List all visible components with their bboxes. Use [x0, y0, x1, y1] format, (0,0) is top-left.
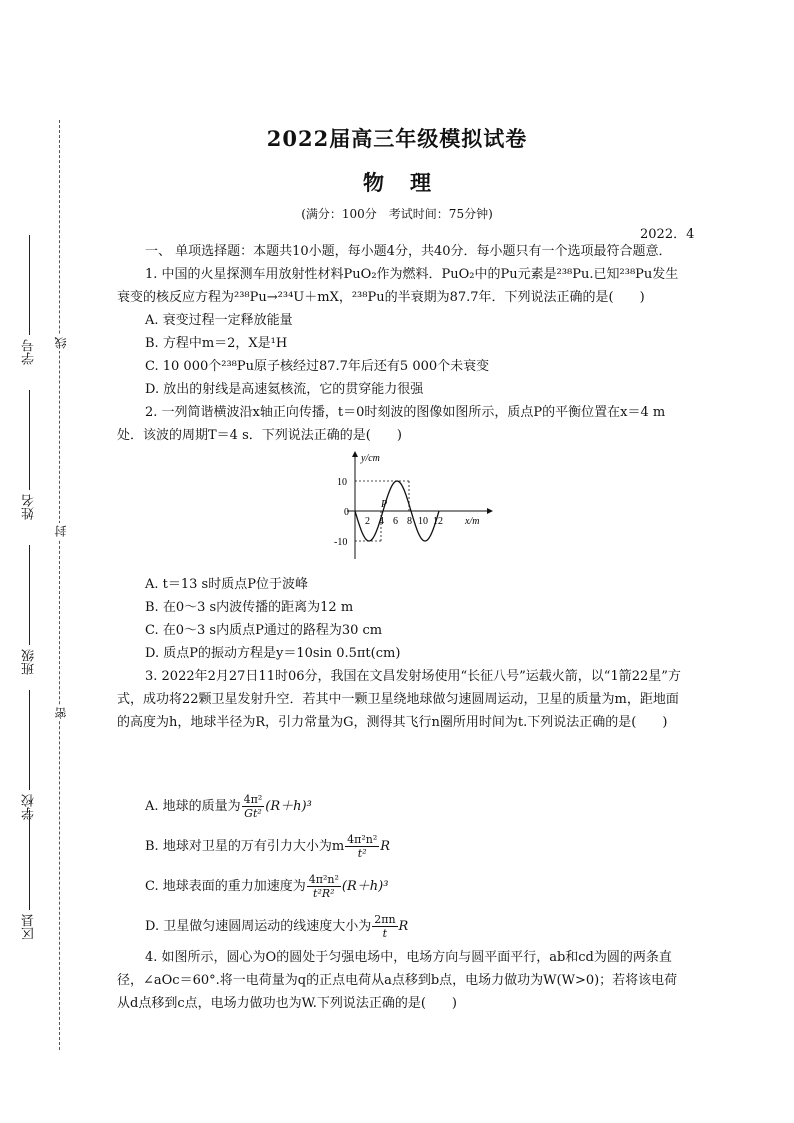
point-p-label: P — [381, 499, 388, 510]
q3-option-c[interactable] — [145, 866, 683, 906]
question-content — [117, 240, 683, 1015]
option-text: C. 地球表面的重力加速度为 — [145, 878, 306, 894]
option-text: D. 卫星做匀速圆周运动的线速度大小为 — [145, 918, 372, 934]
q1-stem: 1. 中国的火星探测车用放射性材料PuO₂作为燃料．PuO₂中的Pu元素是²³⁸Pu.已知²³⁸Pu发生衰变的核反应方程为²³⁸Pu→²³⁴U＋mX，²³⁸Pu的半衰期为87.7年．下列说法正确的是( ) — [117, 267, 679, 305]
option-suffix: R — [398, 918, 409, 934]
x-tick-2: 2 — [365, 516, 370, 527]
wave-graph — [117, 449, 683, 567]
exam-date: 2022．4 — [640, 227, 695, 242]
x-tick-6: 6 — [393, 516, 398, 527]
option-text: B. 地球对卫星的万有引力大小为m — [145, 838, 345, 854]
field-label: 区县 — [22, 914, 37, 940]
field-blank — [29, 545, 31, 645]
option-suffix: R — [380, 838, 391, 854]
field-name[interactable] — [20, 390, 39, 520]
x-axis-label: x/m — [465, 516, 480, 527]
option-text: A. 地球的质量为 — [145, 798, 241, 814]
fraction — [307, 873, 341, 900]
seal-mark-secret: 密 — [54, 707, 68, 719]
option-suffix: (R＋h)³ — [265, 798, 312, 814]
denominator: t — [382, 926, 388, 940]
numerator: 2πn — [374, 912, 396, 926]
numerator: 4π²n² — [308, 872, 339, 886]
spacer — [117, 734, 683, 786]
q2-option-c[interactable]: C. 在0～3 s内质点P通过的路程为30 cm — [145, 623, 383, 638]
seal-mark-seal: 封 — [54, 525, 68, 537]
field-label: 学号 — [22, 339, 37, 365]
field-class[interactable] — [20, 545, 39, 675]
y-tick-0: 0 — [344, 507, 349, 518]
denominator: Gt² — [244, 806, 262, 820]
q2-option-b[interactable]: B. 在0～3 s内波传播的距离为12 m — [145, 600, 354, 615]
q2-option-a[interactable]: A. t＝13 s时质点P位于波峰 — [145, 577, 308, 592]
numerator: 4π²n² — [347, 832, 378, 846]
option-suffix: (R＋h)³ — [341, 878, 389, 894]
q3-option-d[interactable] — [145, 906, 683, 946]
fraction — [345, 833, 379, 860]
exam-title: 2022届高三年级模拟试卷 — [266, 126, 528, 151]
wave-graph-svg — [327, 449, 497, 565]
q1-option-c[interactable]: C. 10 000个²³⁸Pu原子核经过87.7年后还有5 000个未衰变 — [145, 359, 490, 374]
section-heading: 一、 单项选择题：本题共10小题，每小题4分，共40分．每小题只有一个选项最符合题意． — [145, 244, 672, 259]
denominator: t² — [357, 846, 367, 860]
field-blank — [29, 690, 31, 790]
q3-option-a[interactable] — [145, 786, 683, 826]
numerator: 4π² — [243, 792, 263, 806]
field-label: 姓名 — [22, 494, 37, 520]
field-district[interactable] — [20, 810, 39, 940]
x-axis-arrow — [487, 508, 493, 514]
q4-stem: 4. 如图所示，圆心为O的圆处于匀强电场中，电场方向与圆平面平行，ab和cd为圆的两条直径，∠aOc＝60°.将一电荷量为q的正点电荷从a点移到b点，电场力做功为W(W>0)；若将该电荷从d点移到c点，电场力做功也为W.下列说法正确的是( ) — [117, 950, 678, 1011]
x-tick-4: 4 — [379, 516, 384, 527]
field-student-id[interactable] — [20, 235, 39, 365]
field-blank — [29, 235, 31, 335]
x-tick-10: 10 — [418, 516, 428, 527]
q1-option-b[interactable]: B. 方程中m＝2，X是¹H — [145, 336, 288, 351]
q1-option-a[interactable]: A. 衰变过程一定释放能量 — [145, 313, 293, 328]
binding-dashed-line — [59, 120, 61, 1050]
q1-option-d[interactable]: D. 放出的射线是高速氦核流，它的贯穿能力很强 — [145, 382, 424, 397]
field-blank — [29, 390, 31, 490]
exam-subject: 物理 — [363, 170, 457, 195]
q3-option-b[interactable] — [145, 826, 683, 866]
q2-option-d[interactable]: D. 质点P的振动方程是y＝10sin 0.5πt(cm) — [145, 646, 401, 661]
seal-mark-line: 线 — [54, 337, 68, 349]
denominator: t²R² — [313, 886, 335, 900]
y-tick-neg10: -10 — [334, 537, 348, 548]
q3-stem: 3. 2022年2月27日11时06分，我国在文昌发射场使用“长征八号”运载火箭，以“1箭22星”方式，成功将22颗卫星发射升空．若其中一颗卫星绕地球做匀速圆周运动，卫星的质量为m，距地面的高度为h，地球半径为R，引力常量为G，测得其飞行n圈所用时间为t.下列说法正确的是( ) — [117, 669, 681, 730]
q2-stem: 2. 一列简谐横波沿x轴正向传播，t＝0时刻波的图像如图所示，质点P的平衡位置在x＝4 m处．该波的周期T＝4 s．下列说法正确的是( ) — [117, 405, 666, 443]
fraction — [242, 793, 265, 820]
field-school[interactable] — [20, 690, 39, 820]
field-blank — [29, 810, 31, 910]
exam-meta: (满分：100分 考试时间：75分钟) — [301, 207, 493, 221]
y-axis-arrow — [352, 451, 358, 457]
y-tick-10: 10 — [337, 477, 347, 488]
y-axis-label: y/cm — [361, 453, 380, 464]
field-label: 学校 — [22, 794, 37, 820]
x-tick-12: 12 — [433, 516, 443, 527]
field-label: 班级 — [22, 649, 37, 675]
fraction — [372, 913, 397, 940]
x-tick-8: 8 — [407, 516, 412, 527]
